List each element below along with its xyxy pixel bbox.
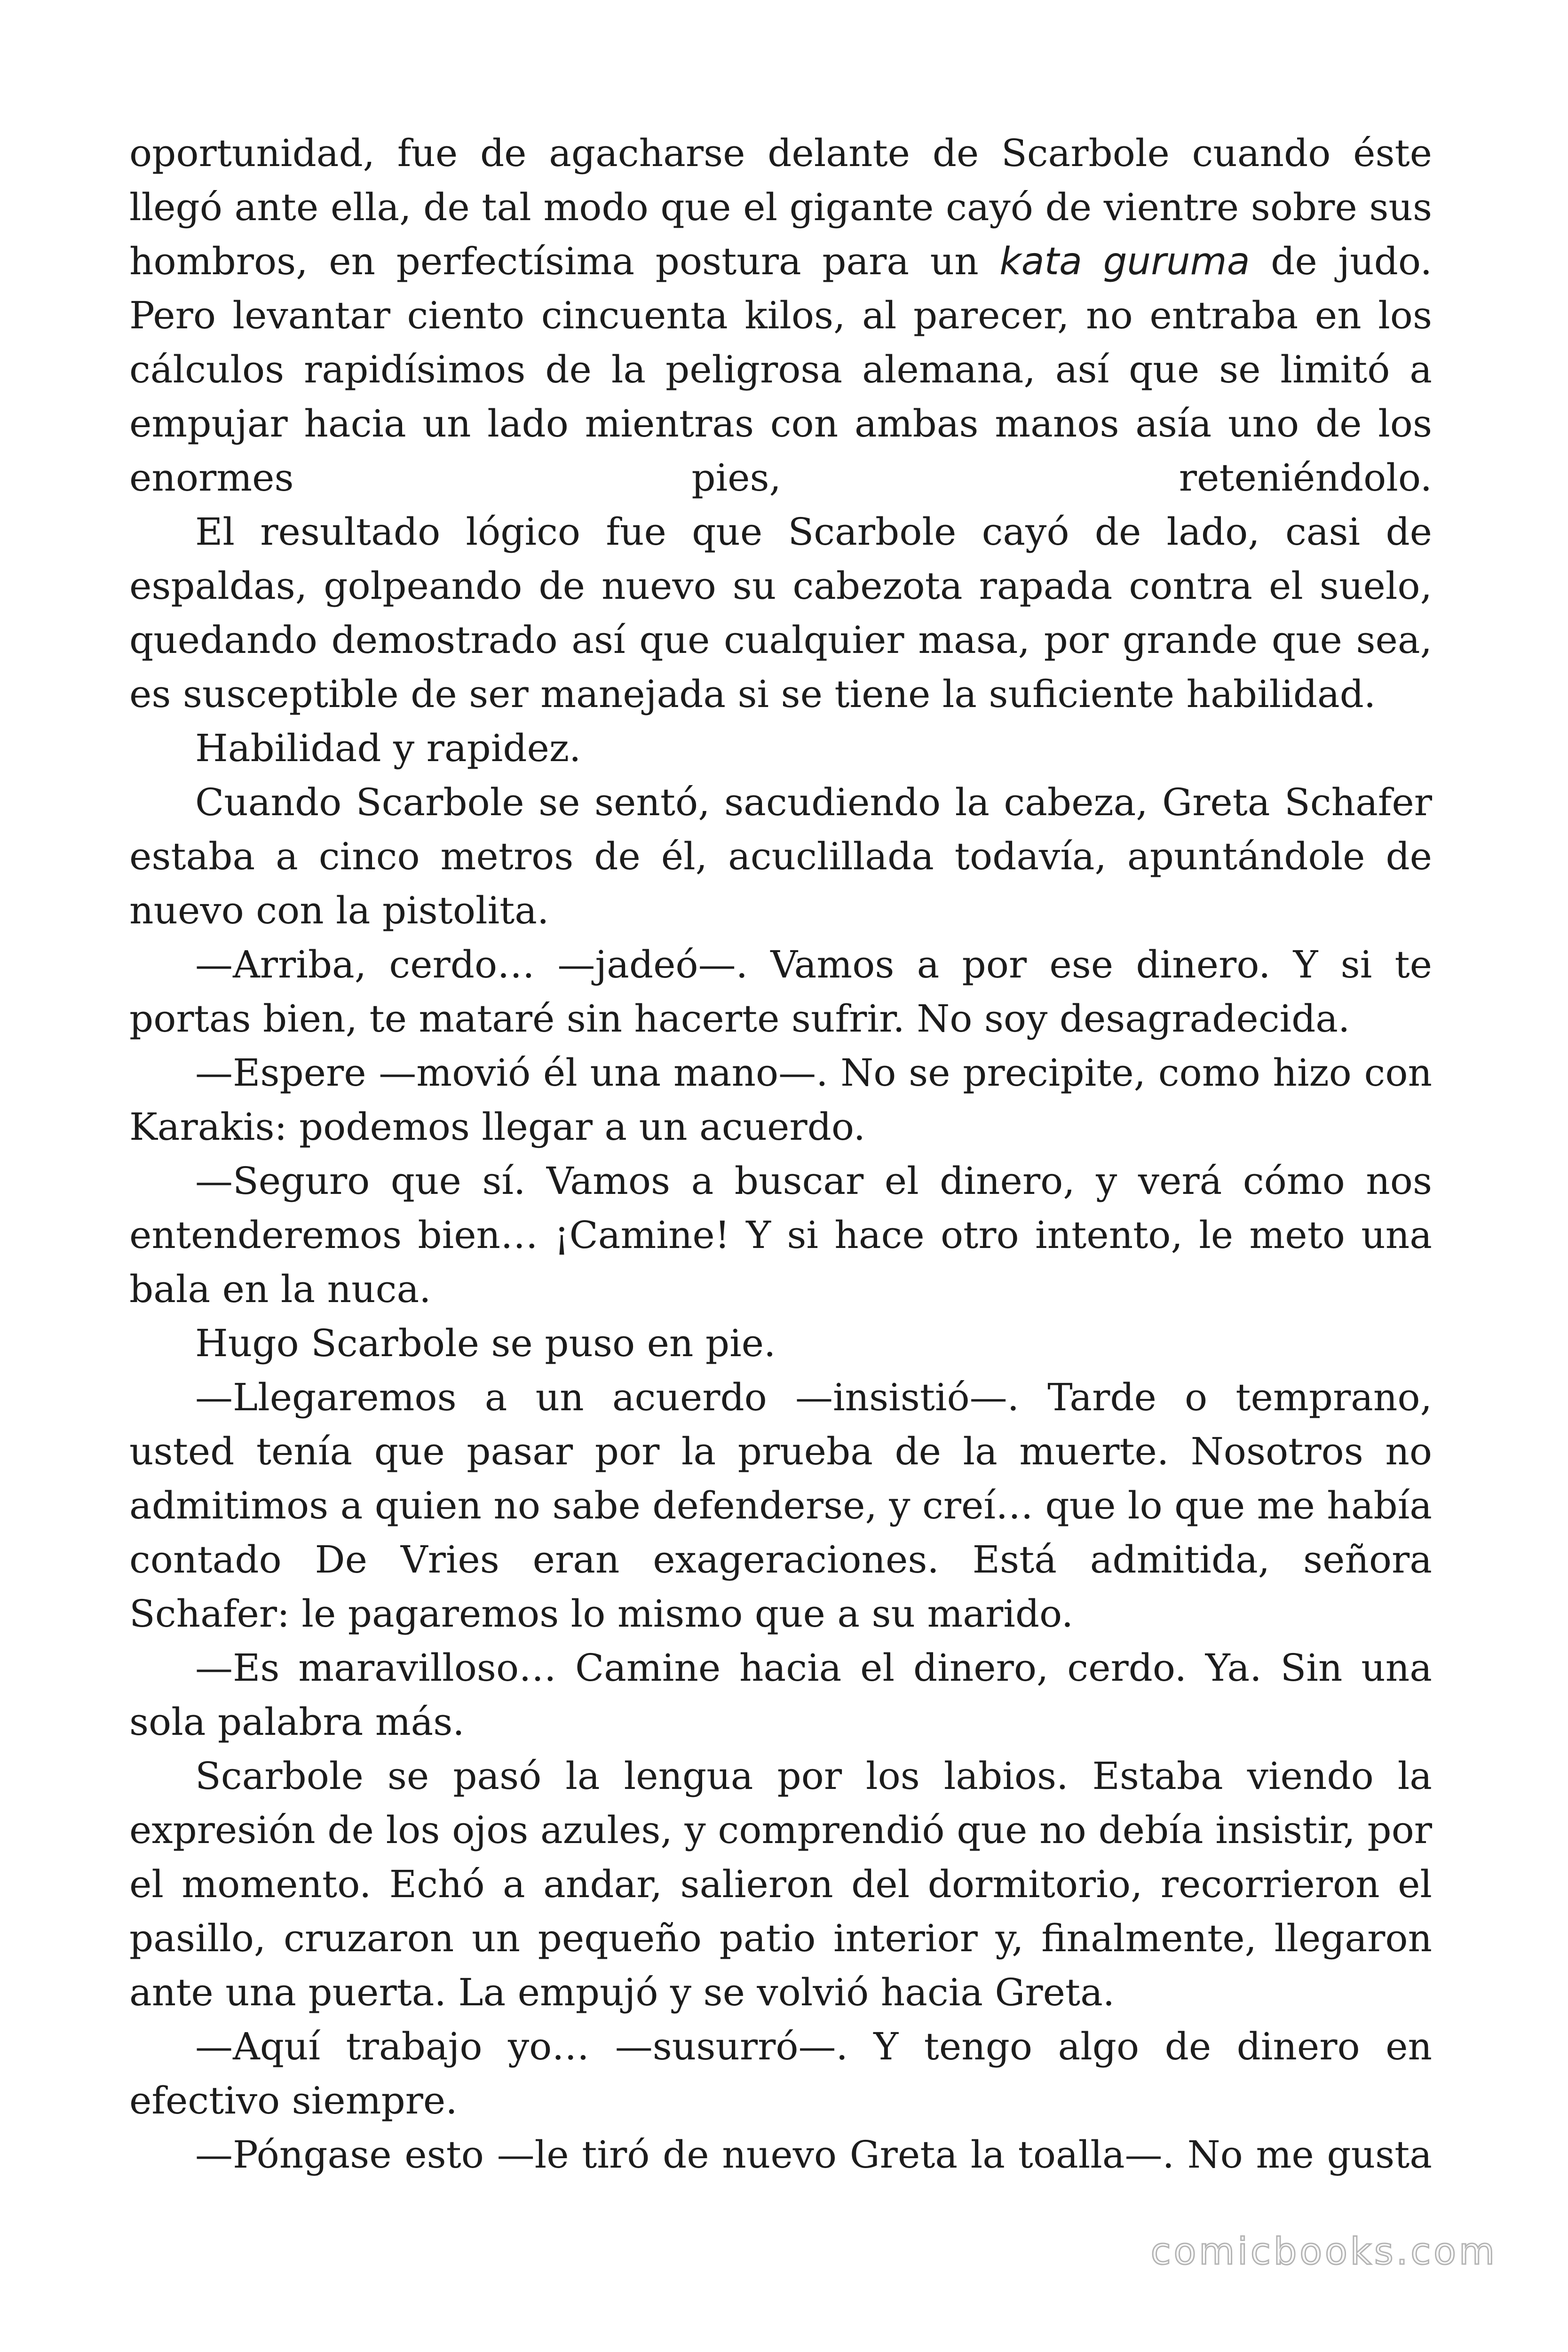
paragraph-11: Scarbole se pasó la lengua por los labios. Estaba viendo la expresión de los ojos azules, y comprendió que no debía insistir, por el momento. Echó a andar, salieron del dormitorio, recorrieron el pasillo, cruzaron un pequeño patio interior y, finalmente, llegaron ante una puerta. La empujó y se volvió hacia Greta.: [129, 1754, 1432, 2014]
watermark: comicbooks.com: [1150, 2231, 1497, 2273]
paragraph-3: Habilidad y rapidez.: [195, 726, 581, 770]
paragraph-8: Hugo Scarbole se puso en pie.: [195, 1321, 776, 1365]
paragraph-6: —Espere —movió él una mano—. No se precipite, como hizo con Karakis: podemos llegar a un acuerdo.: [129, 1051, 1432, 1149]
emphasis-kata-guruma: kata guruma: [999, 239, 1250, 283]
paragraph-1: [129, 126, 1432, 505]
paragraph-9: —Llegaremos a un acuerdo —insistió—. Tarde o temprano, usted tenía que pasar por la prueba de la muerte. Nosotros no admitimos a quien no sabe defenderse, y creí… que lo que me había contado De Vries eran exageraciones. Está admitida, señora Schafer: le pagaremos lo mismo que a su marido.: [129, 1375, 1432, 1636]
paragraph-10: —Es maravilloso… Camine hacia el dinero, cerdo. Ya. Sin una sola palabra más.: [129, 1646, 1432, 1744]
paragraph-13: —Póngase esto —le tiró de nuevo Greta la toalla—. No me gusta: [195, 2133, 1432, 2177]
paragraph-4: Cuando Scarbole se sentó, sacudiendo la cabeza, Greta Schafer estaba a cinco metros de él, acuclillada todavía, apuntándole de nuevo con la pistolita.: [129, 780, 1432, 932]
paragraph-12: —Aquí trabajo yo… —susurró—. Y tengo algo de dinero en efectivo siempre.: [129, 2025, 1432, 2122]
page-body: [129, 126, 1432, 2182]
paragraph-1-text-a: oportunidad, fue de agacharse delante de Scarbole cuando éste llegó ante ella, de tal modo que el gigante cayó de vientre sobre sus hombros, en perfectísima postura para un: [129, 131, 1432, 283]
paragraph-2: El resultado lógico fue que Scarbole cayó de lado, casi de espaldas, golpeando de nuevo su cabezota rapada contra el suelo, quedando demostrado así que cualquier masa, por grande que sea, es susceptible de ser manejada si se tiene la suficiente habilidad.: [129, 510, 1432, 716]
paragraph-5: —Arriba, cerdo… —jadeó—. Vamos a por ese dinero. Y si te portas bien, te mataré sin hacerte sufrir. No soy desagradecida.: [129, 943, 1432, 1041]
paragraph-1-text-b: de judo. Pero levantar ciento cincuenta kilos, al parecer, no entraba en los cálculos rapidísimos de la peligrosa alemana, así que se limitó a empujar hacia un lado mientras con ambas manos asía uno de los enormes pies, reteniéndolo.: [129, 239, 1433, 500]
paragraph-7: —Seguro que sí. Vamos a buscar el dinero, y verá cómo nos entenderemos bien… ¡Camine! Y si hace otro intento, le meto una bala en la nuca.: [129, 1159, 1432, 1311]
